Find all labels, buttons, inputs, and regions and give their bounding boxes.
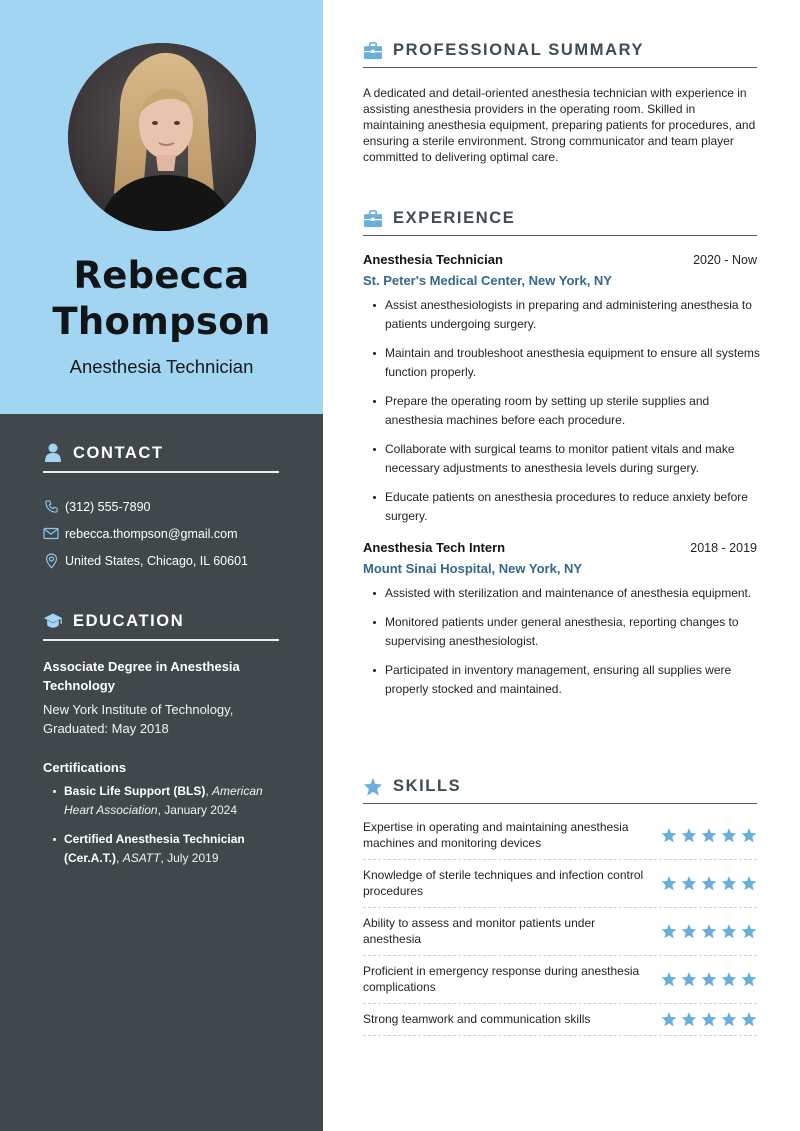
skill-name: Strong teamwork and communication skills	[363, 1012, 591, 1026]
certification-issuer: ASATT	[122, 851, 161, 865]
job-bullet: Assisted with sterilization and maintenance of anesthesia equipment.	[363, 584, 769, 603]
star-icon	[741, 923, 757, 939]
summary-text: A dedicated and detail-oriented anesthesia technician with experience in assisting anesthesia providers in the operating room. Skilled in maintaining anesthesia equipment, preparing patients for procedures, and ensuring a sterile environment. Strong communicator and team player committed to delivering optimal care.	[363, 86, 756, 164]
contact-location	[43, 547, 279, 574]
contact-section	[43, 443, 279, 574]
job-bullet: Assist anesthesiologists in preparing and administering anesthesia to patients undergoing surgery.	[363, 296, 769, 334]
mail-icon	[43, 526, 59, 542]
job-bullet: Monitored patients under general anesthesia, reporting changes to supervising anesthesiologist.	[363, 613, 769, 651]
skills-list	[363, 812, 757, 1036]
star-icon	[701, 827, 717, 843]
skills-section	[363, 776, 757, 1036]
certification-name: Certified Anesthesia Technician (Cer.A.T.)	[64, 832, 245, 865]
star-icon	[701, 971, 717, 987]
skill-rating	[661, 971, 757, 987]
star-icon	[681, 971, 697, 987]
job-header	[363, 540, 757, 555]
star-icon	[681, 1011, 697, 1027]
skill-row	[363, 860, 757, 908]
skills-heading-label: SKILLS	[393, 777, 462, 795]
star-icon	[681, 875, 697, 891]
contact-list	[43, 493, 279, 574]
skill-rating	[661, 1011, 757, 1027]
job-header	[363, 252, 757, 267]
job-bullet: Participated in inventory management, ensuring all supplies were properly stocked and maintained.	[363, 661, 769, 699]
skill-rating	[661, 923, 757, 939]
skill-row	[363, 1004, 757, 1036]
summary-heading-label: PROFESSIONAL SUMMARY	[393, 41, 645, 59]
job-title: Anesthesia Technician	[69, 356, 254, 377]
contact-phone	[43, 493, 279, 520]
briefcase-icon	[363, 41, 383, 61]
star-icon	[721, 875, 737, 891]
user-icon	[43, 443, 63, 463]
job-bullet: Prepare the operating room by setting up sterile supplies and anesthesia machines before each procedure.	[363, 392, 769, 430]
star-icon	[701, 923, 717, 939]
experience-section	[363, 208, 760, 709]
star-icon	[661, 1011, 677, 1027]
contact-heading-label: CONTACT	[73, 443, 164, 462]
skill-name: Knowledge of sterile techniques and infection control procedures	[363, 868, 644, 898]
job-dates: 2018 - 2019	[690, 541, 757, 555]
skill-row	[363, 812, 757, 860]
skills-heading	[363, 776, 757, 804]
briefcase-icon	[363, 209, 383, 229]
star-icon	[661, 827, 677, 843]
star-icon	[741, 875, 757, 891]
star-icon	[741, 827, 757, 843]
star-icon	[701, 1011, 717, 1027]
certification-issuer: American Heart Association	[64, 784, 263, 817]
star-icon	[721, 971, 737, 987]
job-bullet: Collaborate with surgical teams to monitor patient vitals and make necessary adjustments to anesthesia levels during surgery.	[363, 440, 769, 478]
star-icon	[681, 827, 697, 843]
education-heading-label: EDUCATION	[73, 611, 185, 630]
job-organization: Mount Sinai Hospital, New York, NY	[363, 561, 583, 576]
skill-row	[363, 956, 757, 1004]
job-organization: St. Peter's Medical Center, New York, NY	[363, 273, 612, 288]
star-icon	[661, 923, 677, 939]
job-bullets	[363, 296, 769, 526]
star-icon	[701, 875, 717, 891]
school: New York Institute of Technology, Graduated: May 2018	[43, 702, 234, 736]
job-role: Anesthesia Technician	[363, 252, 503, 267]
certifications-list	[43, 782, 279, 868]
last-name: Thompson	[52, 300, 271, 343]
certification-date: , July 2019	[160, 851, 219, 865]
skill-rating	[661, 827, 757, 843]
skill-name: Proficient in emergency response during anesthesia complications	[363, 964, 640, 994]
star-icon	[363, 777, 383, 797]
job-bullet: Educate patients on anesthesia procedures to reduce anxiety before surgery.	[363, 488, 769, 526]
profile-photo	[68, 43, 256, 231]
job-dates: 2020 - Now	[693, 253, 757, 267]
experience-heading-label: EXPERIENCE	[393, 209, 516, 227]
full-name	[0, 253, 323, 345]
education-section	[43, 611, 279, 878]
job-bullet: Maintain and troubleshoot anesthesia equipment to ensure all systems function properly.	[363, 344, 769, 382]
certification-item: Certified Anesthesia Technician (Cer.A.T.), ASATT, July 2019	[43, 830, 279, 868]
star-icon	[661, 971, 677, 987]
certification-date: , January 2024	[157, 803, 237, 817]
first-name: Rebecca	[73, 254, 250, 297]
portrait-image	[68, 43, 256, 231]
star-icon	[721, 827, 737, 843]
star-icon	[721, 923, 737, 939]
phone-icon	[43, 499, 59, 515]
location-value: United States, Chicago, IL 60601	[65, 553, 248, 568]
email-value[interactable]: rebecca.thompson@gmail.com	[65, 526, 238, 541]
star-icon	[741, 971, 757, 987]
job-bullets	[363, 584, 769, 699]
experience-heading	[363, 208, 757, 236]
star-icon	[721, 1011, 737, 1027]
certification-item: Basic Life Support (BLS), American Heart Association, January 2024	[43, 782, 279, 820]
job-entry	[363, 252, 760, 526]
degree: Associate Degree in Anesthesia Technology	[43, 659, 240, 693]
skill-rating	[661, 875, 757, 891]
summary-heading	[363, 40, 757, 68]
skill-name: Ability to assess and monitor patients under anesthesia	[363, 916, 596, 946]
certifications-heading: Certifications	[43, 760, 127, 775]
skill-row	[363, 908, 757, 956]
summary-section	[363, 40, 757, 165]
contact-email	[43, 520, 279, 547]
certification-name: Basic Life Support (BLS)	[64, 784, 206, 798]
job-entry	[363, 540, 757, 699]
contact-heading	[43, 443, 279, 473]
star-icon	[681, 923, 697, 939]
star-icon	[661, 875, 677, 891]
education-heading	[43, 611, 279, 641]
graduation-cap-icon	[43, 611, 63, 631]
map-pin-icon	[43, 553, 59, 569]
skill-name: Expertise in operating and maintaining anesthesia machines and monitoring devices	[363, 820, 629, 850]
phone-value[interactable]: (312) 555-7890	[65, 499, 151, 514]
job-role: Anesthesia Tech Intern	[363, 540, 506, 555]
star-icon	[741, 1011, 757, 1027]
